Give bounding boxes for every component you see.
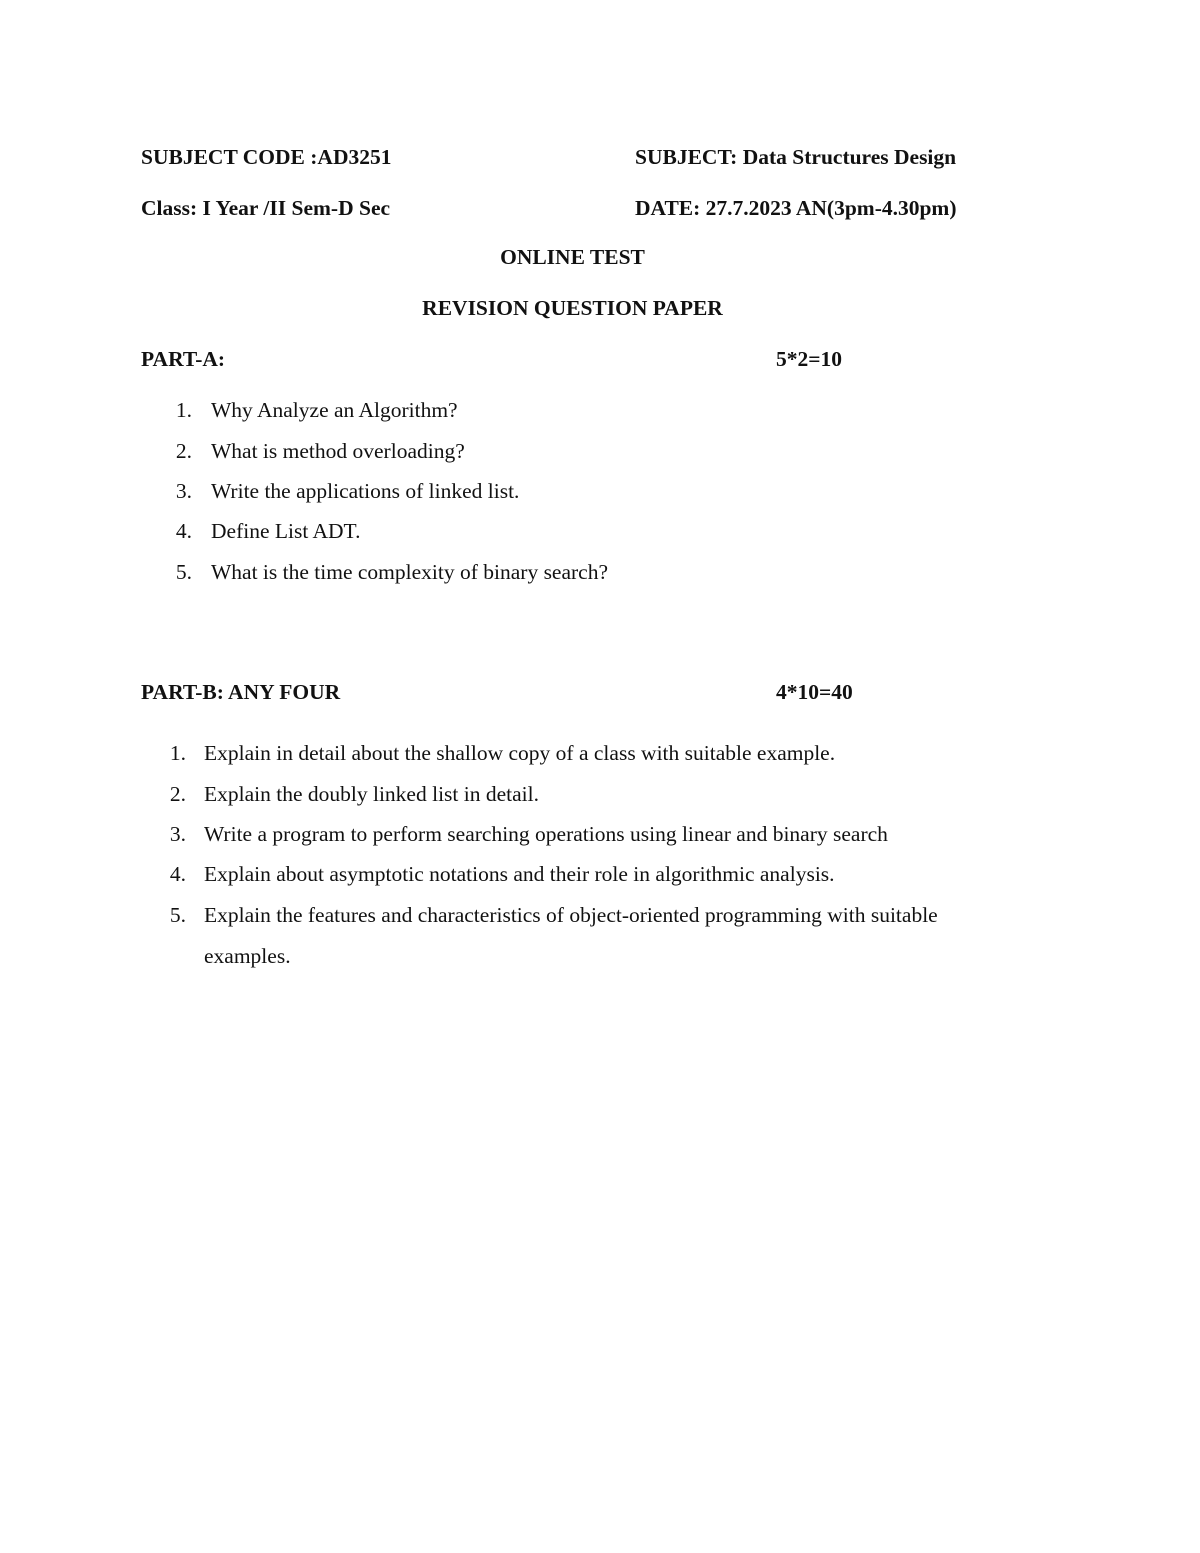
subject-name: SUBJECT: Data Structures Design: [635, 145, 957, 169]
question-text: Write a program to perform searching operations using linear and binary search: [204, 822, 888, 846]
question-number: 2.: [169, 782, 186, 806]
question-text: Explain the doubly linked list in detail.: [204, 782, 539, 806]
test-title: ONLINE TEST: [500, 245, 645, 269]
question-text: Explain in detail about the shallow copy of a class with suitable example.: [204, 741, 836, 765]
subject-code: SUBJECT CODE :AD3251: [141, 145, 392, 169]
exam-date: DATE: 27.7.2023 AN(3pm-4.30pm): [635, 196, 957, 220]
question-text: Explain about asymptotic notations and their role in algorithmic analysis.: [204, 862, 835, 886]
question-text: Define List ADT.: [211, 519, 361, 543]
question-text: What is method overloading?: [211, 439, 465, 463]
question-number: 2.: [175, 439, 192, 463]
question-text: Why Analyze an Algorithm?: [211, 398, 458, 422]
question-number: 5.: [169, 903, 186, 927]
question-number: 3.: [169, 822, 186, 846]
question-number: 4.: [175, 519, 192, 543]
part-a-heading: PART-A:: [141, 347, 226, 371]
part-b-marks: 4*10=40: [776, 680, 853, 704]
question-text: Explain the features and characteristics of object-oriented programming with suitable: [204, 903, 938, 927]
question-number: 1.: [175, 398, 192, 422]
paper-title: REVISION QUESTION PAPER: [422, 296, 723, 320]
part-b-heading: PART-B: ANY FOUR: [141, 680, 341, 704]
question-number: 3.: [175, 479, 192, 503]
question-number: 4.: [169, 862, 186, 886]
question-text: What is the time complexity of binary search?: [211, 560, 609, 584]
question-text-continuation: examples.: [204, 944, 291, 968]
question-text: Write the applications of linked list.: [211, 479, 520, 503]
class-info: Class: I Year /II Sem-D Sec: [141, 196, 391, 220]
part-a-marks: 5*2=10: [776, 347, 843, 371]
question-number: 1.: [169, 741, 186, 765]
question-number: 5.: [175, 560, 192, 584]
